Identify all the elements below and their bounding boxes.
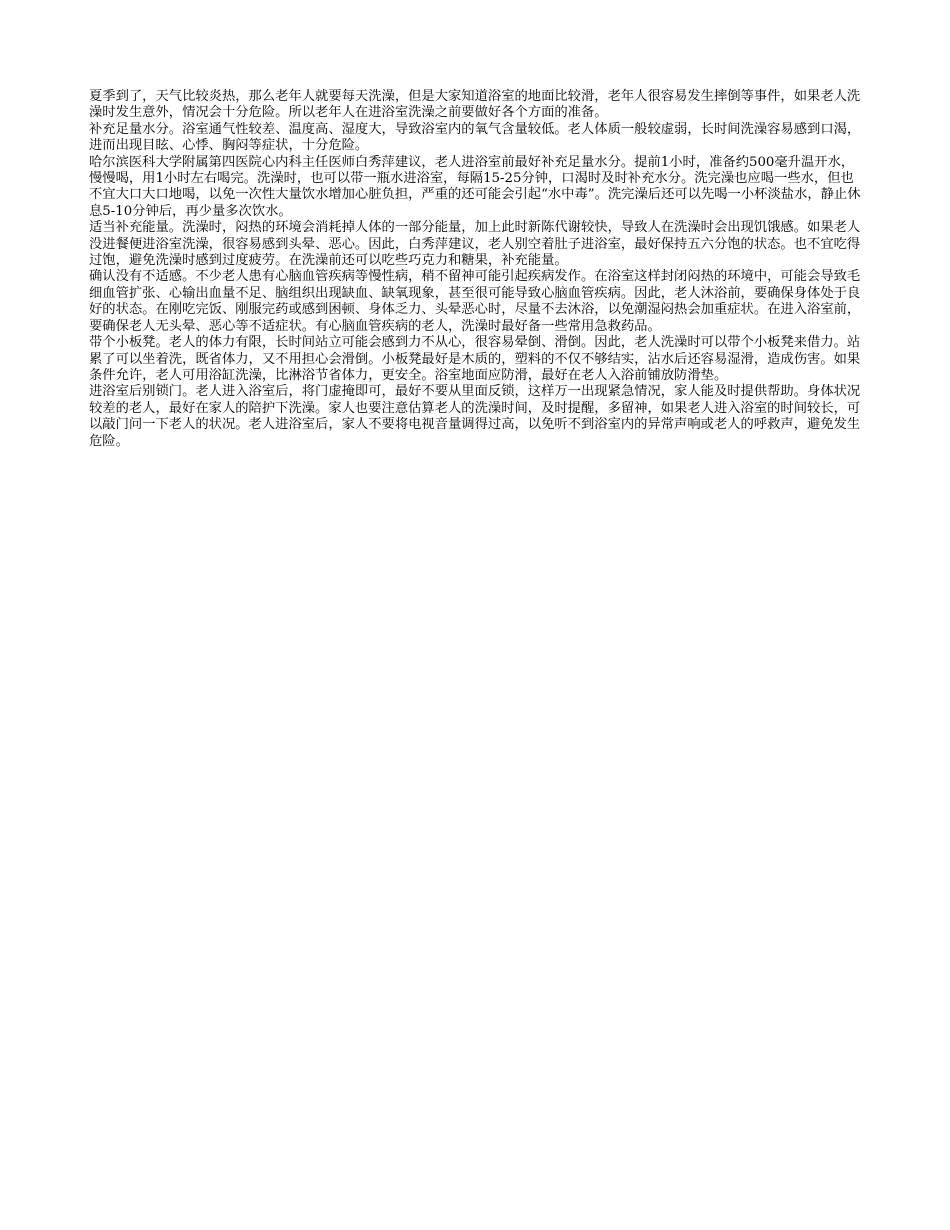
paragraph-water-advice: 哈尔滨医科大学附属第四医院心内科主任医师白秀萍建议，老人进浴室前最好补充足量水分。提前1小时，准备约500毫升温开水，慢慢喝，用1小时左右喝完。洗澡时，也可以带一瓶水进浴室，每隔15-25分钟，口渴时及时补充水分。洗完澡也应喝一些水，但也不宜大口大口地喝，以免一次性大量饮水增加心脏负担，严重的还可能会引起“水中毒”。洗完澡后还可以先喝一小杯淡盐水，静止休息5-10分钟后，再少量多次饮水。: [89, 154, 861, 219]
paragraph-stool: 带个小板凳。老人的体力有限，长时间站立可能会感到力不从心，很容易晕倒、滑倒。因此，老人洗澡时可以带个小板凳来借力。站累了可以坐着洗，既省体力，又不用担心会滑倒。小板凳最好是木质的，塑料的不仅不够结实，沾水后还容易湿滑，造成伤害。如果条件允许，老人可用浴缸洗澡，比淋浴节省体力，更安全。浴室地面应防滑，最好在老人入浴前铺放防滑垫。: [89, 335, 861, 383]
paragraph-energy: 适当补充能量。洗澡时，闷热的环境会消耗掉人体的一部分能量，加上此时新陈代谢较快，导致人在洗澡时会出现饥饿感。如果老人没进餐便进浴室洗澡，很容易感到头晕、恶心。因此，白秀萍建议，老人别空着肚子进浴室，最好保持五六分饱的状态。也不宜吃得过饱，避免洗澡时感到过度疲劳。在洗澡前还可以吃些巧克力和糖果，补充能量。: [89, 220, 861, 269]
paragraph-water-heading: 补充足量水分。浴室通气性较差、温度高、湿度大，导致浴室内的氧气含量较低。老人体质一般较虚弱，长时间洗澡容易感到口渴，进而出现目眩、心悸、胸闷等症状，十分危险。: [89, 121, 861, 154]
paragraph-intro: 夏季到了，天气比较炎热，那么老年人就要每天洗澡，但是大家知道浴室的地面比较滑，老年人很容易发生摔倒等事件，如果老人洗澡时发生意外，情况会十分危险。所以老年人在进浴室洗澡之前要做好各个方面的准备。: [89, 89, 861, 121]
paragraph-no-lock: 进浴室后别锁门。老人进入浴室后，将门虚掩即可，最好不要从里面反锁，这样万一出现紧急情况，家人能及时提供帮助。身体状况较差的老人，最好在家人的陪护下洗澡。家人也要注意估算老人的洗澡时间，及时提醒，多留神，如果老人进入浴室的时间较长，可以敲门问一下老人的状况。老人进浴室后，家人不要将电视音量调得过高，以免听不到浴室内的异常声响或老人的呼救声，避免发生危险。: [89, 384, 861, 449]
paragraph-health-check: 确认没有不适感。不少老人患有心脑血管疾病等慢性病，稍不留神可能引起疾病发作。在浴室这样封闭闷热的环境中，可能会导致毛细血管扩张、心输出血量不足、脑组织出现缺血、缺氧现象，甚至很可能导致心脑血管疾病。因此，老人沐浴前，要确保身体处于良好的状态。在刚吃完饭、刚服完药或感到困顿、身体乏力、头晕恶心时，尽量不去沐浴，以免潮湿闷热会加重症状。在进入浴室前，要确保老人无头晕、恶心等不适症状。有心脑血管疾病的老人，洗澡时最好备一些常用急救药品。: [89, 269, 861, 334]
document-body: [89, 89, 861, 450]
